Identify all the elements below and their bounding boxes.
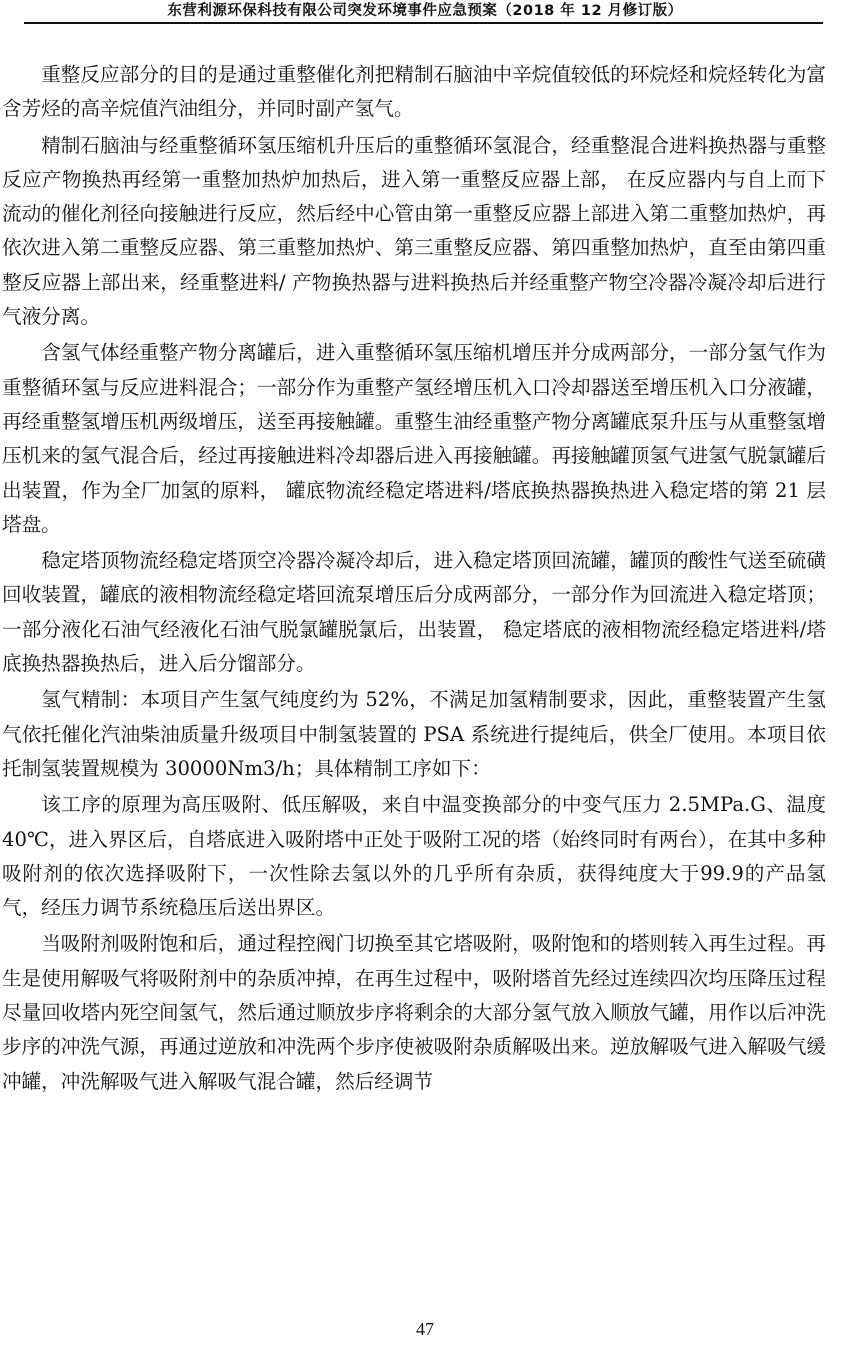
page-number: 47 [416,1319,434,1339]
page-header-title: 东营利源环保科技有限公司突发环境事件应急预案（2018 年 12 月修订版） [167,3,683,19]
paragraph-adsorbent-regeneration: 当吸附剂吸附饱和后，通过程控阀门切换至其它塔吸附，吸附饱和的塔则转入再生过程。再生是使用解吸气将吸附剂中的杂质冲掉，在再生过程中，吸附塔首先经过连续四次均压降压过程尽量回收塔内死空间氢气，然后通过顺放步序将剩余的大部分氢气放入顺放气罐，用作以后冲洗步序的冲洗气源，再通过逆放和冲洗两个步序使被吸附杂质解吸出来。逆放解吸气进入解吸气缓冲罐，冲洗解吸气进入解吸气混合罐，然后经调节 [2,932,826,1093]
document-body [2,58,826,1101]
paragraph-hydrogen-refining: 氢气精制：本项目产生氢气纯度约为 52%，不满足加氢精制要求，因此，重整装置产生氢气依托催化汽油柴油质量升级项目中制氢装置的 PSA 系统进行提纯后，供全厂使用。本项目依托制氢装置规模为 30000Nm3/h；具体精制工序如下： [2,688,826,780]
paragraph-reforming-reaction-flow: 精制石脑油与经重整循环氢压缩机升压后的重整循环氢混合，经重整混合进料换热器与重整反应产物换热再经第一重整加热炉加热后，进入第一重整反应器上部， 在反应器内与自上而下流动的催化剂径向接触进行反应，然后经中心管由第一重整反应器上部进入第二重整加热炉，再依次进入第二重整反应器、第三重整加热炉、第三重整反应器、第四重整加热炉，直至由第四重整反应器上部出来，经重整进料/ 产物换热器与进料换热后并经重整产物空冷器冷凝冷却后进行气液分离。 [2,133,826,329]
header-divider [24,22,823,24]
paragraph-hydrogen-separation: 含氢气体经重整产物分离罐后，进入重整循环氢压缩机增压并分成两部分，一部分氢气作为重整循环氢与反应进料混合；一部分作为重整产氢经增压机入口冷却器送至增压机入口分液罐，再经重整氢增压机两级增压，送至再接触罐。重整生油经重整产物分离罐底泵升压与从重整氢增压机来的氢气混合后，经过再接触进料冷却器后进入再接触罐。再接触罐顶氢气进氢气脱氯罐后出装置，作为全厂加氢的原料， 罐底物流经稳定塔进料/塔底换热器换热进入稳定塔的第 21 层塔盘。 [2,341,826,536]
paragraph-adsorption-principle: 该工序的原理为高压吸附、低压解吸，来自中温变换部分的中变气压力 2.5MPa.G、温度 40℃，进入界区后，自塔底进入吸附塔中正处于吸附工况的塔（始终同时有两台），在其中多种吸附剂的依次选择吸附下，一次性除去氢以外的几乎所有杂质，获得纯度大于99.9的产品氢气，经压力调节系统稳压后送出界区。 [2,793,826,920]
paragraph-stabilizer-overhead: 稳定塔顶物流经稳定塔顶空冷器冷凝冷却后，进入稳定塔顶回流罐，罐顶的酸性气送至硫磺回收装置，罐底的液相物流经稳定塔回流泵增压后分成两部分，一部分作为回流进入稳定塔顶；一部分液化石油气经液化石油气脱氯罐脱氯后，出装置， 稳定塔底的液相物流经稳定塔进料/塔底换热器换热后，进入后分馏部分。 [2,549,826,676]
paragraph-reforming-purpose: 重整反应部分的目的是通过重整催化剂把精制石脑油中辛烷值较低的环烷烃和烷烃转化为富含芳烃的高辛烷值汽油组分，并同时副产氢气。 [2,63,826,121]
